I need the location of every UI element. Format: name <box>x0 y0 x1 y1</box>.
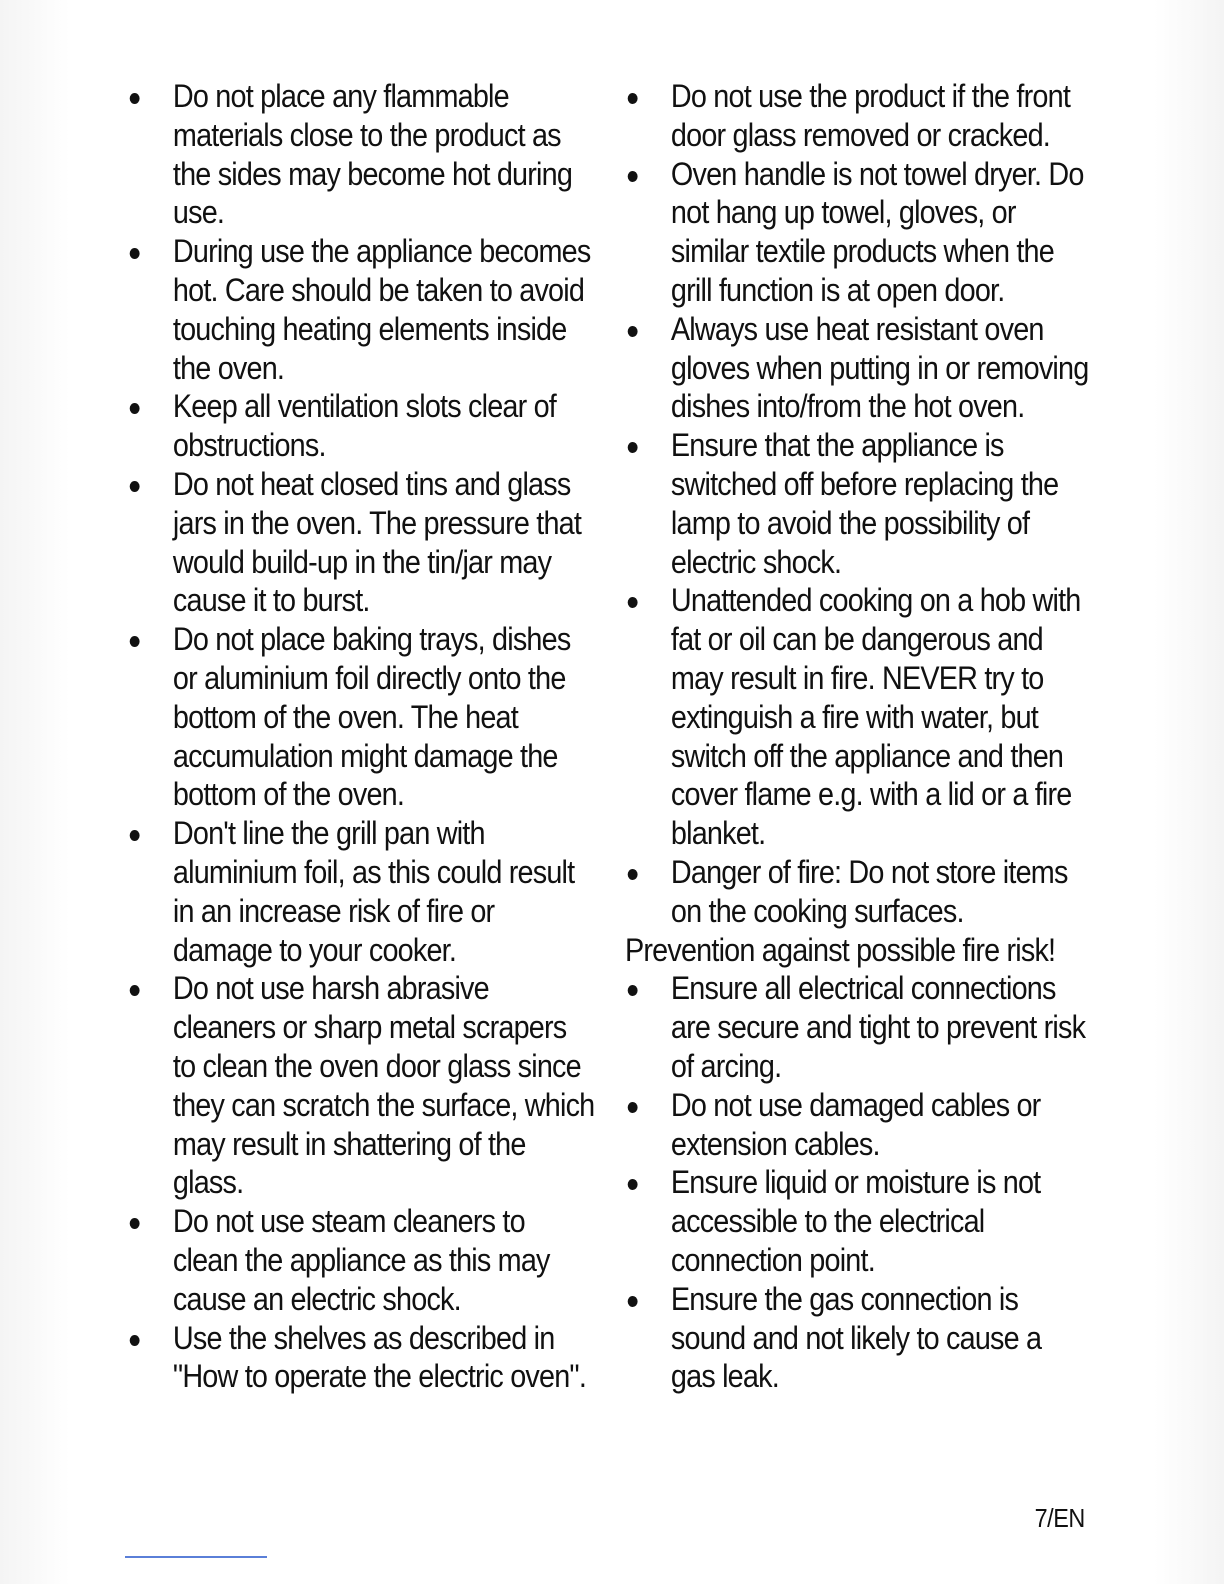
bullet-icon <box>130 1335 140 1346</box>
safety-list-right <box>625 77 1089 931</box>
list-item <box>625 1280 1089 1396</box>
list-item-text: Always use heat resistant oven gloves when putting in or removing dishes into/from the hot oven. <box>670 310 1089 425</box>
bullet-icon <box>628 869 638 880</box>
page-edge-shade-right <box>1154 0 1224 1584</box>
bullet-icon <box>130 248 140 259</box>
list-item-text: Do not use damaged cables or extension cables. <box>670 1086 1041 1162</box>
list-item <box>625 77 1089 155</box>
bullet-icon <box>628 93 638 104</box>
list-item <box>625 426 1089 581</box>
page-edge-shade-left <box>0 0 70 1584</box>
list-item-text: Ensure that the appliance is switched off before replacing the lamp to avoid the possibility of electric shock. <box>670 427 1059 580</box>
list-item-text: Ensure liquid or moisture is not accessible to the electrical connection point. <box>670 1164 1041 1278</box>
list-item-text: Do not use steam cleaners to clean the appliance as this may cause an electric shock. <box>172 1203 550 1317</box>
bullet-icon <box>130 93 140 104</box>
list-item-text: Oven handle is not towel dryer. Do not hang up towel, gloves, or similar textile products when the grill function is at open door. <box>670 155 1084 308</box>
bullet-icon <box>130 985 140 996</box>
list-item-text: Ensure all electrical connections are secure and tight to prevent risk of arcing. <box>670 970 1086 1084</box>
bullet-icon <box>628 326 638 337</box>
list-item <box>127 814 595 969</box>
bullet-icon <box>628 985 638 996</box>
list-item-text: Unattended cooking on a hob with fat or oil can be dangerous and may result in fire. NEVER try to extinguish a fire with water, but switch off the appliance and then cover flame e.g. with a lid or a fire blanket. <box>670 582 1081 852</box>
list-item-text: Do not use harsh abrasive cleaners or sharp metal scrapers to clean the oven door glass since they can scratch the surface, which may result in shattering of the glass. <box>172 970 595 1201</box>
list-item-text: Danger of fire: Do not store items on the cooking surfaces. <box>670 853 1068 929</box>
bullet-icon <box>130 1218 140 1229</box>
bullet-icon <box>628 1296 638 1307</box>
page-number: 7/EN <box>1034 1503 1085 1533</box>
list-item-text: Do not heat closed tins and glass jars in the oven. The pressure that would build-up in the tin/jar may cause it to burst. <box>172 465 582 619</box>
list-item-text: Keep all ventilation slots clear of obstructions. <box>172 388 556 464</box>
safety-list-left <box>127 77 595 1396</box>
list-item <box>625 1086 1089 1164</box>
list-item <box>625 853 1089 931</box>
fire-prevention-list <box>625 969 1089 1396</box>
list-item <box>625 581 1089 853</box>
bullet-icon <box>130 636 140 647</box>
list-item <box>127 465 595 620</box>
list-item-text: Don't line the grill pan with aluminium foil, as this could result in an increase risk of fire or damage to your cooker. <box>172 815 575 968</box>
fire-prevention-heading: Prevention against possible fire risk! <box>625 931 1056 968</box>
list-item <box>127 1202 595 1318</box>
list-item <box>127 387 595 465</box>
footer-rule <box>125 1556 267 1558</box>
list-item <box>127 969 595 1202</box>
left-column <box>127 77 595 1396</box>
list-item <box>625 1163 1089 1279</box>
bullet-icon <box>130 403 140 414</box>
list-item <box>625 310 1089 426</box>
list-item <box>625 969 1089 1085</box>
bullet-icon <box>130 830 140 841</box>
bullet-icon <box>130 481 140 492</box>
list-item-text: Do not place baking trays, dishes or aluminium foil directly onto the bottom of the oven. The heat accumulation might damage the bottom of the oven. <box>172 621 571 813</box>
list-item-text: During use the appliance becomes hot. Care should be taken to avoid touching heating elements inside the oven. <box>172 233 591 386</box>
list-item-text: Ensure the gas connection is sound and not likely to cause a gas leak. <box>670 1280 1042 1395</box>
list-item <box>625 155 1089 310</box>
list-item <box>127 232 595 387</box>
bullet-icon <box>628 1102 638 1113</box>
list-item-text: Use the shelves as described in "How to operate the electric oven". <box>172 1319 587 1395</box>
bullet-icon <box>628 1179 638 1190</box>
right-column <box>625 77 1089 1396</box>
list-item <box>127 77 595 232</box>
list-item-text: Do not place any flammable materials close to the product as the sides may become hot during use. <box>172 78 573 231</box>
list-item <box>127 620 595 814</box>
list-item <box>127 1319 595 1397</box>
list-item-text: Do not use the product if the front door glass removed or cracked. <box>670 78 1071 153</box>
bullet-icon <box>628 442 638 453</box>
bullet-icon <box>628 597 638 608</box>
bullet-icon <box>628 171 638 182</box>
